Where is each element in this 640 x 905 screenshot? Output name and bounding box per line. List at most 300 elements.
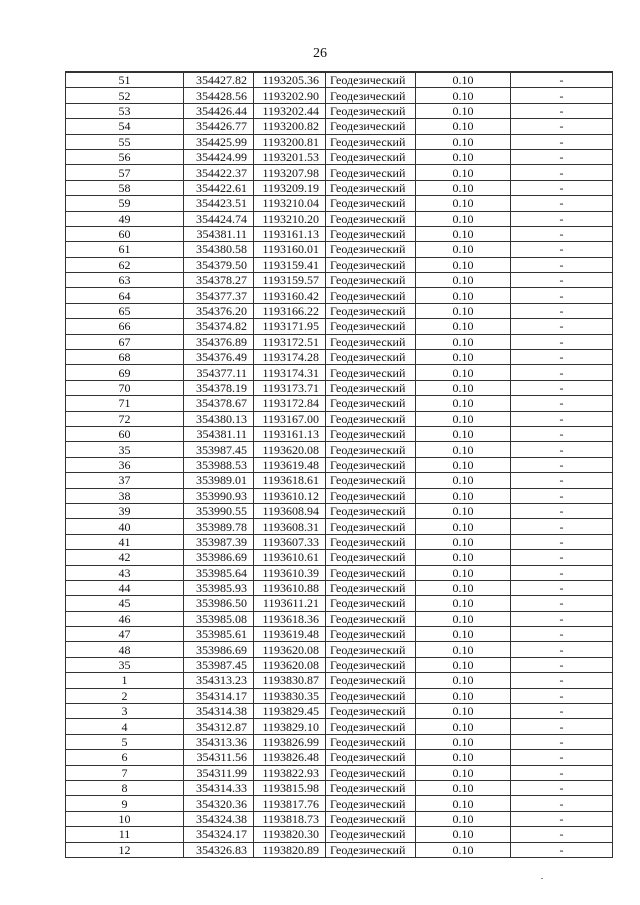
method-cell: Геодезический (326, 426, 416, 441)
method-cell: Геодезический (326, 72, 416, 88)
x-coordinate-cell: 354376.49 (184, 350, 254, 365)
x-coordinate-cell: 354426.44 (184, 103, 254, 118)
note-cell: - (511, 365, 613, 380)
note-cell: - (511, 688, 613, 703)
y-coordinate-cell: 1193207.98 (254, 165, 326, 180)
table-row (66, 396, 613, 411)
table-row (66, 488, 613, 503)
table-row (66, 565, 613, 580)
y-coordinate-cell: 1193610.61 (254, 550, 326, 565)
y-coordinate-cell: 1193167.00 (254, 411, 326, 426)
accuracy-cell: 0.10 (416, 750, 511, 765)
method-cell: Геодезический (326, 303, 416, 318)
method-cell: Геодезический (326, 134, 416, 149)
y-coordinate-cell: 1193620.08 (254, 642, 326, 657)
accuracy-cell: 0.10 (416, 119, 511, 134)
accuracy-cell: 0.10 (416, 411, 511, 426)
point-number-cell: 67 (66, 334, 184, 349)
x-coordinate-cell: 354376.20 (184, 303, 254, 318)
table-row (66, 350, 613, 365)
method-cell: Геодезический (326, 380, 416, 395)
note-cell: - (511, 226, 613, 241)
table-row (66, 842, 613, 857)
note-cell: - (511, 765, 613, 780)
y-coordinate-cell: 1193611.21 (254, 596, 326, 611)
accuracy-cell: 0.10 (416, 319, 511, 334)
table-row (66, 303, 613, 318)
x-coordinate-cell: 354380.58 (184, 242, 254, 257)
note-cell: - (511, 596, 613, 611)
y-coordinate-cell: 1193815.98 (254, 780, 326, 795)
note-cell: - (511, 196, 613, 211)
y-coordinate-cell: 1193160.42 (254, 288, 326, 303)
point-number-cell: 36 (66, 457, 184, 472)
accuracy-cell: 0.10 (416, 457, 511, 472)
note-cell: - (511, 519, 613, 534)
note-cell: - (511, 611, 613, 626)
accuracy-cell: 0.10 (416, 334, 511, 349)
accuracy-cell: 0.10 (416, 580, 511, 595)
note-cell: - (511, 426, 613, 441)
note-cell: - (511, 88, 613, 103)
x-coordinate-cell: 354313.36 (184, 734, 254, 749)
method-cell: Геодезический (326, 780, 416, 795)
method-cell: Геодезический (326, 550, 416, 565)
accuracy-cell: 0.10 (416, 103, 511, 118)
x-coordinate-cell: 353989.01 (184, 473, 254, 488)
x-coordinate-cell: 353986.50 (184, 596, 254, 611)
method-cell: Геодезический (326, 673, 416, 688)
y-coordinate-cell: 1193822.93 (254, 765, 326, 780)
point-number-cell: 11 (66, 827, 184, 842)
y-coordinate-cell: 1193172.84 (254, 396, 326, 411)
y-coordinate-cell: 1193159.57 (254, 273, 326, 288)
method-cell: Геодезический (326, 488, 416, 503)
y-coordinate-cell: 1193160.01 (254, 242, 326, 257)
x-coordinate-cell: 354312.87 (184, 719, 254, 734)
coordinates-table-body (66, 72, 613, 857)
y-coordinate-cell: 1193826.99 (254, 734, 326, 749)
note-cell: - (511, 550, 613, 565)
point-number-cell: 63 (66, 273, 184, 288)
accuracy-cell: 0.10 (416, 242, 511, 257)
point-number-cell: 57 (66, 165, 184, 180)
note-cell: - (511, 457, 613, 472)
table-row (66, 365, 613, 380)
table-row (66, 503, 613, 518)
accuracy-cell: 0.10 (416, 226, 511, 241)
method-cell: Геодезический (326, 688, 416, 703)
method-cell: Геодезический (326, 642, 416, 657)
point-number-cell: 62 (66, 257, 184, 272)
point-number-cell: 71 (66, 396, 184, 411)
point-number-cell: 65 (66, 303, 184, 318)
y-coordinate-cell: 1193201.53 (254, 149, 326, 164)
x-coordinate-cell: 354424.74 (184, 211, 254, 226)
method-cell: Геодезический (326, 350, 416, 365)
note-cell: - (511, 334, 613, 349)
x-coordinate-cell: 353987.45 (184, 442, 254, 457)
accuracy-cell: 0.10 (416, 303, 511, 318)
method-cell: Геодезический (326, 226, 416, 241)
point-number-cell: 59 (66, 196, 184, 211)
x-coordinate-cell: 353986.69 (184, 642, 254, 657)
y-coordinate-cell: 1193618.61 (254, 473, 326, 488)
x-coordinate-cell: 353990.93 (184, 488, 254, 503)
accuracy-cell: 0.10 (416, 627, 511, 642)
accuracy-cell: 0.10 (416, 288, 511, 303)
point-number-cell: 49 (66, 211, 184, 226)
note-cell: - (511, 442, 613, 457)
accuracy-cell: 0.10 (416, 180, 511, 195)
x-coordinate-cell: 354425.99 (184, 134, 254, 149)
method-cell: Геодезический (326, 103, 416, 118)
note-cell: - (511, 534, 613, 549)
accuracy-cell: 0.10 (416, 657, 511, 672)
note-cell: - (511, 565, 613, 580)
method-cell: Геодезический (326, 719, 416, 734)
y-coordinate-cell: 1193608.94 (254, 503, 326, 518)
method-cell: Геодезический (326, 119, 416, 134)
note-cell: - (511, 180, 613, 195)
note-cell: - (511, 303, 613, 318)
point-number-cell: 69 (66, 365, 184, 380)
method-cell: Геодезический (326, 365, 416, 380)
accuracy-cell: 0.10 (416, 503, 511, 518)
table-row (66, 242, 613, 257)
x-coordinate-cell: 354428.56 (184, 88, 254, 103)
table-row (66, 380, 613, 395)
y-coordinate-cell: 1193820.30 (254, 827, 326, 842)
method-cell: Геодезический (326, 519, 416, 534)
accuracy-cell: 0.10 (416, 211, 511, 226)
method-cell: Геодезический (326, 565, 416, 580)
accuracy-cell: 0.10 (416, 827, 511, 842)
y-coordinate-cell: 1193817.76 (254, 796, 326, 811)
point-number-cell: 60 (66, 426, 184, 441)
y-coordinate-cell: 1193161.13 (254, 426, 326, 441)
table-row (66, 811, 613, 826)
accuracy-cell: 0.10 (416, 688, 511, 703)
point-number-cell: 40 (66, 519, 184, 534)
note-cell: - (511, 396, 613, 411)
method-cell: Геодезический (326, 704, 416, 719)
point-number-cell: 60 (66, 226, 184, 241)
table-row (66, 257, 613, 272)
note-cell: - (511, 827, 613, 842)
point-number-cell: 10 (66, 811, 184, 826)
method-cell: Геодезический (326, 242, 416, 257)
table-row (66, 534, 613, 549)
point-number-cell: 3 (66, 704, 184, 719)
point-number-cell: 48 (66, 642, 184, 657)
note-cell: - (511, 257, 613, 272)
x-coordinate-cell: 354426.77 (184, 119, 254, 134)
table-row (66, 457, 613, 472)
method-cell: Геодезический (326, 149, 416, 164)
point-number-cell: 54 (66, 119, 184, 134)
accuracy-cell: 0.10 (416, 611, 511, 626)
note-cell: - (511, 488, 613, 503)
x-coordinate-cell: 354380.13 (184, 411, 254, 426)
x-coordinate-cell: 354422.61 (184, 180, 254, 195)
y-coordinate-cell: 1193830.35 (254, 688, 326, 703)
point-number-cell: 72 (66, 411, 184, 426)
accuracy-cell: 0.10 (416, 165, 511, 180)
note-cell: - (511, 642, 613, 657)
y-coordinate-cell: 1193607.33 (254, 534, 326, 549)
method-cell: Геодезический (326, 811, 416, 826)
x-coordinate-cell: 354311.99 (184, 765, 254, 780)
x-coordinate-cell: 353986.69 (184, 550, 254, 565)
note-cell: - (511, 811, 613, 826)
note-cell: - (511, 704, 613, 719)
method-cell: Геодезический (326, 596, 416, 611)
y-coordinate-cell: 1193166.22 (254, 303, 326, 318)
accuracy-cell: 0.10 (416, 842, 511, 857)
table-row (66, 119, 613, 134)
note-cell: - (511, 719, 613, 734)
y-coordinate-cell: 1193618.36 (254, 611, 326, 626)
table-row (66, 226, 613, 241)
x-coordinate-cell: 354326.83 (184, 842, 254, 857)
table-row (66, 704, 613, 719)
y-coordinate-cell: 1193830.87 (254, 673, 326, 688)
x-coordinate-cell: 354379.50 (184, 257, 254, 272)
x-coordinate-cell: 354422.37 (184, 165, 254, 180)
table-row (66, 288, 613, 303)
note-cell: - (511, 350, 613, 365)
table-row (66, 611, 613, 626)
accuracy-cell: 0.10 (416, 780, 511, 795)
point-number-cell: 39 (66, 503, 184, 518)
y-coordinate-cell: 1193620.08 (254, 657, 326, 672)
x-coordinate-cell: 354378.19 (184, 380, 254, 395)
y-coordinate-cell: 1193174.31 (254, 365, 326, 380)
point-number-cell: 51 (66, 72, 184, 88)
note-cell: - (511, 211, 613, 226)
point-number-cell: 58 (66, 180, 184, 195)
x-coordinate-cell: 354324.38 (184, 811, 254, 826)
accuracy-cell: 0.10 (416, 565, 511, 580)
method-cell: Геодезический (326, 534, 416, 549)
point-number-cell: 41 (66, 534, 184, 549)
y-coordinate-cell: 1193161.13 (254, 226, 326, 241)
y-coordinate-cell: 1193172.51 (254, 334, 326, 349)
x-coordinate-cell: 353987.45 (184, 657, 254, 672)
table-row (66, 796, 613, 811)
point-number-cell: 45 (66, 596, 184, 611)
x-coordinate-cell: 354377.11 (184, 365, 254, 380)
y-coordinate-cell: 1193174.28 (254, 350, 326, 365)
y-coordinate-cell: 1193826.48 (254, 750, 326, 765)
point-number-cell: 35 (66, 657, 184, 672)
table-row (66, 334, 613, 349)
table-row (66, 657, 613, 672)
x-coordinate-cell: 354320.36 (184, 796, 254, 811)
point-number-cell: 56 (66, 149, 184, 164)
accuracy-cell: 0.10 (416, 534, 511, 549)
point-number-cell: 6 (66, 750, 184, 765)
x-coordinate-cell: 354381.11 (184, 226, 254, 241)
method-cell: Геодезический (326, 473, 416, 488)
note-cell: - (511, 134, 613, 149)
note-cell: - (511, 780, 613, 795)
accuracy-cell: 0.10 (416, 704, 511, 719)
x-coordinate-cell: 354377.37 (184, 288, 254, 303)
point-number-cell: 64 (66, 288, 184, 303)
y-coordinate-cell: 1193610.12 (254, 488, 326, 503)
accuracy-cell: 0.10 (416, 765, 511, 780)
y-coordinate-cell: 1193209.19 (254, 180, 326, 195)
point-number-cell: 70 (66, 380, 184, 395)
accuracy-cell: 0.10 (416, 673, 511, 688)
note-cell: - (511, 119, 613, 134)
note-cell: - (511, 657, 613, 672)
y-coordinate-cell: 1193818.73 (254, 811, 326, 826)
y-coordinate-cell: 1193173.71 (254, 380, 326, 395)
note-cell: - (511, 319, 613, 334)
y-coordinate-cell: 1193210.20 (254, 211, 326, 226)
method-cell: Геодезический (326, 827, 416, 842)
table-row (66, 442, 613, 457)
point-number-cell: 68 (66, 350, 184, 365)
method-cell: Геодезический (326, 657, 416, 672)
method-cell: Геодезический (326, 211, 416, 226)
note-cell: - (511, 473, 613, 488)
method-cell: Геодезический (326, 88, 416, 103)
x-coordinate-cell: 354311.56 (184, 750, 254, 765)
table-row (66, 72, 613, 88)
point-number-cell: 5 (66, 734, 184, 749)
x-coordinate-cell: 354424.99 (184, 149, 254, 164)
method-cell: Геодезический (326, 334, 416, 349)
point-number-cell: 8 (66, 780, 184, 795)
point-number-cell: 55 (66, 134, 184, 149)
y-coordinate-cell: 1193619.48 (254, 627, 326, 642)
method-cell: Геодезический (326, 611, 416, 626)
x-coordinate-cell: 354381.11 (184, 426, 254, 441)
x-coordinate-cell: 353985.93 (184, 580, 254, 595)
accuracy-cell: 0.10 (416, 811, 511, 826)
table-row (66, 765, 613, 780)
method-cell: Геодезический (326, 457, 416, 472)
method-cell: Геодезический (326, 411, 416, 426)
x-coordinate-cell: 353987.39 (184, 534, 254, 549)
method-cell: Геодезический (326, 257, 416, 272)
table-row (66, 411, 613, 426)
x-coordinate-cell: 354376.89 (184, 334, 254, 349)
accuracy-cell: 0.10 (416, 350, 511, 365)
accuracy-cell: 0.10 (416, 719, 511, 734)
note-cell: - (511, 288, 613, 303)
method-cell: Геодезический (326, 288, 416, 303)
point-number-cell: 37 (66, 473, 184, 488)
y-coordinate-cell: 1193159.41 (254, 257, 326, 272)
note-cell: - (511, 580, 613, 595)
accuracy-cell: 0.10 (416, 426, 511, 441)
table-row (66, 596, 613, 611)
x-coordinate-cell: 354374.82 (184, 319, 254, 334)
point-number-cell: 12 (66, 842, 184, 857)
x-coordinate-cell: 354378.27 (184, 273, 254, 288)
note-cell: - (511, 627, 613, 642)
accuracy-cell: 0.10 (416, 72, 511, 88)
table-row (66, 103, 613, 118)
point-number-cell: 42 (66, 550, 184, 565)
note-cell: - (511, 734, 613, 749)
table-row (66, 627, 613, 642)
y-coordinate-cell: 1193610.39 (254, 565, 326, 580)
table-row (66, 180, 613, 195)
note-cell: - (511, 503, 613, 518)
note-cell: - (511, 165, 613, 180)
table-row (66, 688, 613, 703)
table-row (66, 426, 613, 441)
note-cell: - (511, 103, 613, 118)
method-cell: Геодезический (326, 627, 416, 642)
method-cell: Геодезический (326, 734, 416, 749)
note-cell: - (511, 842, 613, 857)
table-row (66, 519, 613, 534)
point-number-cell: 7 (66, 765, 184, 780)
method-cell: Геодезический (326, 796, 416, 811)
accuracy-cell: 0.10 (416, 734, 511, 749)
accuracy-cell: 0.10 (416, 473, 511, 488)
method-cell: Геодезический (326, 396, 416, 411)
table-row (66, 673, 613, 688)
method-cell: Геодезический (326, 842, 416, 857)
accuracy-cell: 0.10 (416, 257, 511, 272)
table-row (66, 750, 613, 765)
point-number-cell: 9 (66, 796, 184, 811)
y-coordinate-cell: 1193200.82 (254, 119, 326, 134)
x-coordinate-cell: 353985.08 (184, 611, 254, 626)
note-cell: - (511, 750, 613, 765)
y-coordinate-cell: 1193829.10 (254, 719, 326, 734)
table-row (66, 319, 613, 334)
scan-speck (541, 878, 543, 879)
accuracy-cell: 0.10 (416, 550, 511, 565)
method-cell: Геодезический (326, 442, 416, 457)
y-coordinate-cell: 1193620.08 (254, 442, 326, 457)
accuracy-cell: 0.10 (416, 273, 511, 288)
accuracy-cell: 0.10 (416, 149, 511, 164)
coordinates-table (65, 71, 613, 858)
accuracy-cell: 0.10 (416, 442, 511, 457)
point-number-cell: 4 (66, 719, 184, 734)
note-cell: - (511, 72, 613, 88)
y-coordinate-cell: 1193202.44 (254, 103, 326, 118)
accuracy-cell: 0.10 (416, 88, 511, 103)
y-coordinate-cell: 1193202.90 (254, 88, 326, 103)
point-number-cell: 44 (66, 580, 184, 595)
method-cell: Геодезический (326, 165, 416, 180)
y-coordinate-cell: 1193171.95 (254, 319, 326, 334)
point-number-cell: 43 (66, 565, 184, 580)
y-coordinate-cell: 1193610.88 (254, 580, 326, 595)
point-number-cell: 2 (66, 688, 184, 703)
y-coordinate-cell: 1193829.45 (254, 704, 326, 719)
point-number-cell: 66 (66, 319, 184, 334)
y-coordinate-cell: 1193200.81 (254, 134, 326, 149)
method-cell: Геодезический (326, 273, 416, 288)
accuracy-cell: 0.10 (416, 596, 511, 611)
table-row (66, 211, 613, 226)
x-coordinate-cell: 354314.33 (184, 780, 254, 795)
method-cell: Геодезический (326, 196, 416, 211)
note-cell: - (511, 673, 613, 688)
